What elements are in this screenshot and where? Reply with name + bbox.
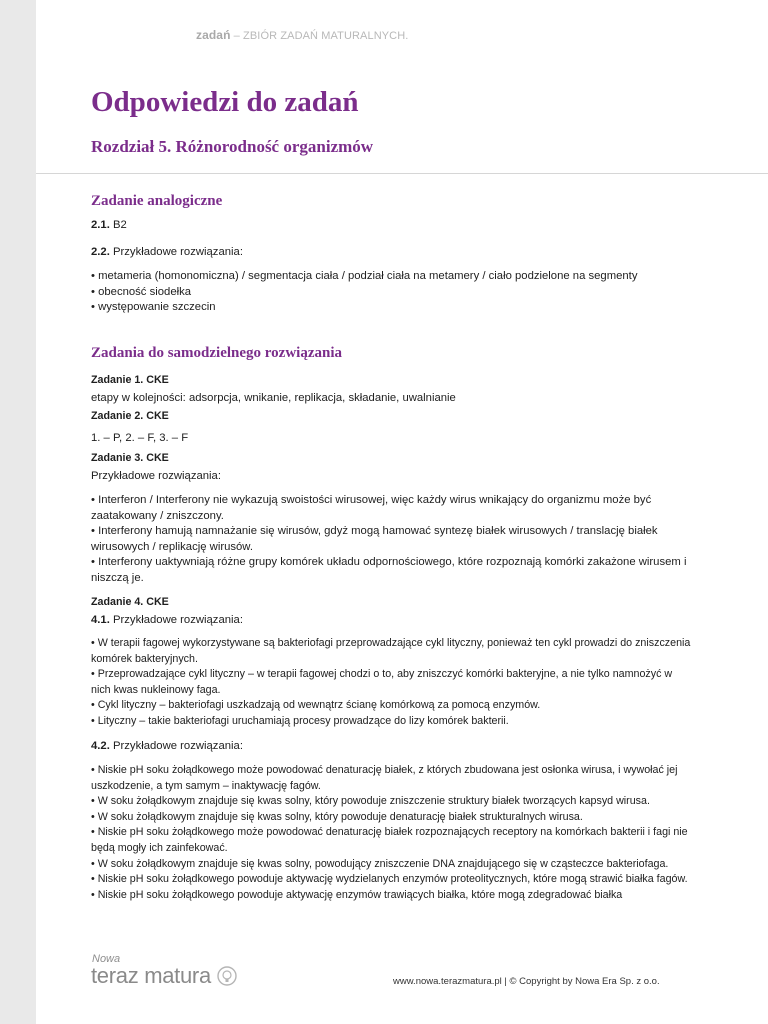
header-brand: zadań (196, 28, 231, 42)
answer-4-1-bullets (91, 636, 691, 730)
running-header (196, 28, 408, 42)
answer-number: 2.1. (91, 219, 110, 231)
answer-4-2-bullets (91, 763, 691, 903)
logo-wordmark: teraz matura (91, 963, 211, 988)
list-item: • W soku żołądkowym znajduje się kwas solny, powodujący zniszczenie DNA znajdującego się w cząsteczce bakteriofaga. (91, 857, 669, 870)
list-item: • występowanie szczecin (91, 301, 216, 314)
chapter-title: Rozdział 5. Różnorodność organizmów (91, 137, 374, 156)
header-divider (36, 173, 768, 174)
answer-2-2-bullets (91, 269, 691, 316)
task-3-bullets (91, 493, 691, 587)
list-item: • Interferon / Interferony nie wykazują swoistości wirusowej, więc każdy wirus wnikający do organizmu może być zaatakowany / zniszczony. (91, 494, 652, 522)
answer-number: 4.2. (91, 740, 110, 752)
logo-prefix: Nowa (92, 953, 121, 965)
document-page (36, 0, 768, 1024)
answer-number: 2.2. (91, 246, 110, 258)
task-4-title: Zadanie 4. CKE (91, 596, 169, 608)
list-item: • W soku żołądkowym znajduje się kwas solny, który powoduje denaturację białek strukturalnych wirusa. (91, 810, 583, 823)
task-3-title: Zadanie 3. CKE (91, 452, 169, 464)
list-item: • obecność siodełka (91, 285, 192, 298)
task-3-intro: Przykładowe rozwiązania: (91, 470, 221, 482)
list-item: • Niskie pH soku żołądkowego może powodować denaturację białek rozpoznających receptory na komórkach bakterii i fagi nie będą mogły ich zainfekować. (91, 826, 688, 854)
section-title-analogous: Zadanie analogiczne (91, 193, 223, 209)
answer-text: B2 (109, 219, 127, 231)
task-2-answer: 1. – P, 2. – F, 3. – F (91, 432, 189, 444)
answer-2-1 (91, 217, 691, 233)
answer-text: Przykładowe rozwiązania: (109, 740, 243, 752)
list-item: • Cykl lityczny – bakteriofagi uszkadzają od wewnątrz ścianę komórkową za pomocą enzymów. (91, 699, 541, 712)
list-item: • Niskie pH soku żołądkowego powoduje aktywację enzymów trawiących białka, które mogą zdegradować białka (91, 888, 623, 901)
page-title: Odpowiedzi do zadań (91, 86, 359, 118)
answer-4-1 (91, 612, 691, 628)
task-2-title: Zadanie 2. CKE (91, 410, 169, 422)
lightbulb-icon (216, 965, 238, 987)
list-item: • Lityczny – takie bakteriofagi uruchamiają procesy prowadzące do lizy komórek bakterii. (91, 714, 509, 727)
list-item: • Przeprowadzające cykl lityczny – w terapii fagowej chodzi o to, aby zniszczyć komórki bakteryjne, a nie tylko namnożyć w nich kwas nukleinowy faga. (91, 668, 673, 696)
list-item: • metameria (homonomiczna) / segmentacja ciała / podział ciała na metamery / ciało podzielone na segmenty (91, 270, 638, 282)
list-item: • W terapii fagowej wykorzystywane są bakteriofagi przeprowadzające cykl lityczny, ponieważ ten cykl prowadzi do zniszczenia komórek bakteryjnych. (91, 637, 691, 665)
list-item: • Interferony uaktywniają różne grupy komórek układu odpornościowego, które rozpoznają komórki zakażone wirusem i niszczą je. (91, 556, 687, 584)
answer-text: Przykładowe rozwiązania: (109, 246, 243, 258)
list-item: • Niskie pH soku żołądkowego powoduje aktywację wydzielanych enzymów proteolitycznych, które mogą strawić białka fagów. (91, 873, 688, 886)
header-tagline: – ZBIÓR ZADAŃ MATURALNYCH. (233, 30, 409, 42)
answer-4-2 (91, 738, 691, 754)
list-item: • Interferony hamują namnażanie się wirusów, gdyż mogą hamować syntezę białek wirusowych / translację białek wirusowych / replikację wirusów. (91, 525, 658, 553)
list-item: • W soku żołądkowym znajduje się kwas solny, który powoduje zniszczenie struktury białek tworzących kapsyd wirusa. (91, 795, 650, 808)
answer-number: 4.1. (91, 614, 110, 626)
task-1-title: Zadanie 1. CKE (91, 374, 169, 386)
task-1-answer: etapy w kolejności: adsorpcja, wnikanie, replikacja, składanie, uwalnianie (91, 392, 456, 404)
list-item: • Niskie pH soku żołądkowego może powodować denaturację białek, z których zbudowana jest osłonka wirusa, i wywołać jej uszkodzenie, a tym samym – inaktywację fagów. (91, 764, 678, 792)
section-title-self-study: Zadania do samodzielnego rozwiązania (91, 345, 342, 361)
footer-copyright: www.nowa.terazmatura.pl | © Copyright by Nowa Era Sp. z o.o. (393, 976, 660, 987)
answer-text: Przykładowe rozwiązania: (109, 614, 243, 626)
answer-2-2 (91, 244, 691, 260)
